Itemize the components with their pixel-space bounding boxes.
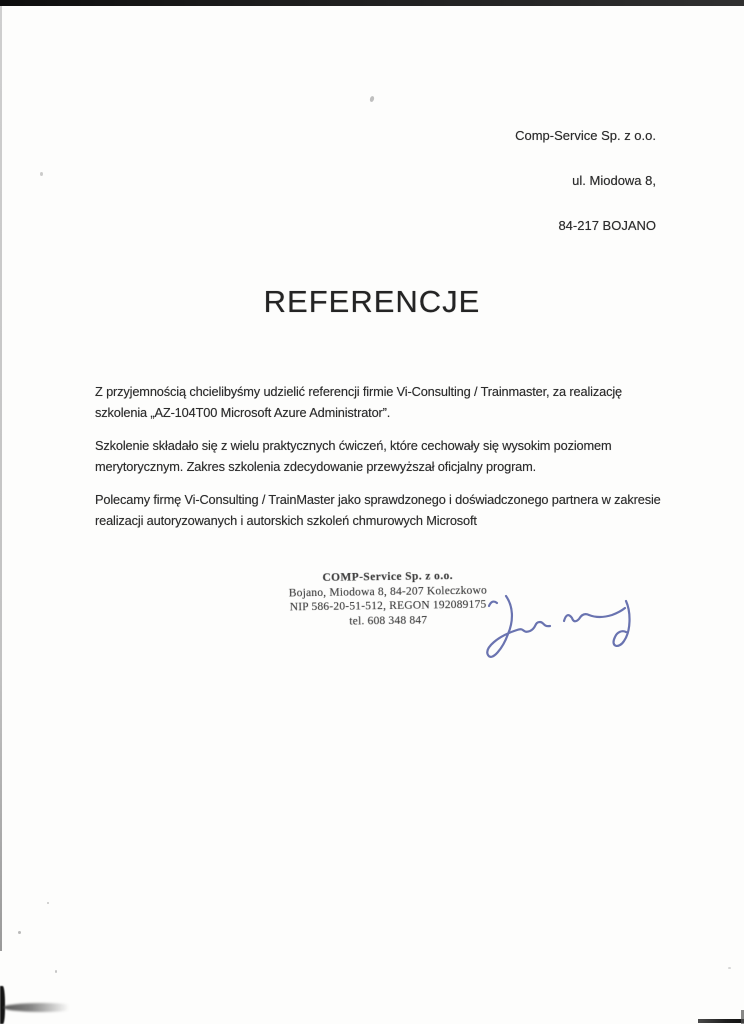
signature-stroke-hook [489, 602, 497, 606]
signature-stroke-final [614, 601, 630, 646]
scan-speck [369, 96, 375, 103]
scan-speck [55, 970, 57, 973]
sender-street: ul. Miodowa 8, [572, 173, 656, 188]
scan-speck [18, 931, 21, 934]
paragraph-1-line-2: szkolenia „AZ-104T00 Microsoft Azure Administrator”. [95, 405, 391, 420]
stamp-company-name: COMP-Service Sp. z o.o. [322, 570, 454, 584]
letter-body [95, 381, 665, 543]
scan-speck [728, 967, 731, 969]
signature-stroke-middle [564, 608, 625, 621]
scan-speck [47, 902, 49, 904]
paragraph-1-line-1: Z przyjemnością chcielibyśmy udzielić referencji firmie Vi-Consulting / Trainmaster, za realizację [95, 384, 622, 399]
paragraph-2 [95, 435, 665, 477]
paragraph-3-line-2: realizacji autoryzowanych i autorskich szkoleń chmurowych Microsoft [95, 513, 477, 528]
paragraph-2-line-2: merytorycznym. Zakres szkolenia zdecydowanie przewyższał oficjalny program. [95, 459, 537, 474]
paragraph-3 [95, 489, 665, 531]
signature-stroke-main [487, 596, 550, 657]
stamp-phone: tel. 608 348 847 [349, 614, 428, 628]
sender-city: 84-217 BOJANO [558, 218, 656, 233]
scan-mark-bottom-right [698, 1019, 744, 1023]
stamp-address: Bojano, Miodowa 8, 84-207 Koleczkowo [288, 584, 488, 599]
scan-smudge-bottom-left [3, 1003, 81, 1012]
paragraph-3-line-1: Polecamy firmę Vi-Consulting / TrainMaster jako sprawdzonego i doświadczonego partnera w zakresie [95, 492, 661, 507]
scan-speck [40, 172, 43, 176]
stamp-nip-regon: NIP 586-20-51-512, REGON 192089175 [289, 598, 487, 614]
paragraph-2-line-1: Szkolenie składało się z wielu praktycznych ćwiczeń, które cechowały się wysokim poziomem [95, 438, 612, 453]
document-title: REFERENCJE [263, 284, 481, 319]
company-stamp [288, 569, 489, 630]
sender-address-block [515, 128, 656, 263]
paragraph-1 [95, 381, 665, 423]
signature-svg [476, 586, 648, 680]
signature-ink [476, 586, 648, 680]
sender-company-name: Comp-Service Sp. z o.o. [515, 128, 656, 143]
scan-edge-top [0, 0, 744, 6]
scan-edge-left [0, 6, 2, 951]
